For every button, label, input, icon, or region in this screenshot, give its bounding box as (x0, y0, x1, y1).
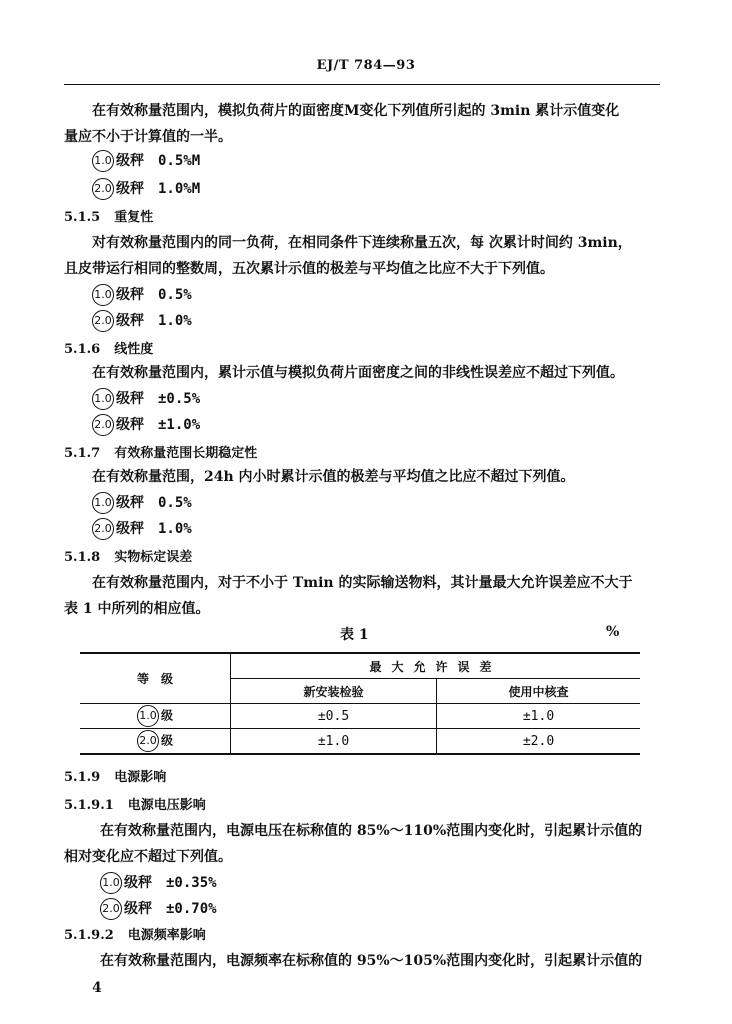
page-number: 4 (92, 980, 102, 996)
grade-line (92, 310, 192, 332)
section-number: 5.1.9 (64, 770, 101, 785)
sub-header-new-install: 新安装检验 (231, 679, 437, 704)
grade-line (92, 518, 192, 540)
para-2a: 对有效称量范围内的同一负荷，在相同条件下连续称量五次，每 次累计时间约 3min， (92, 235, 632, 251)
grade-circle: 2.0 (100, 898, 122, 920)
table-unit: % (606, 624, 620, 640)
grade-label: 级秤 (116, 287, 144, 303)
table-row (80, 729, 640, 755)
section-title: 线性度 (114, 342, 154, 357)
new-install-cell: ±1.0 (231, 729, 437, 755)
grade-label: 级秤 (116, 495, 144, 511)
grade-circle: 2.0 (137, 730, 159, 752)
section-number: 5.1.9.1 (64, 798, 114, 813)
grade-label: 级秤 (116, 417, 144, 433)
grade-line (100, 898, 217, 920)
section-title: 电源电压影响 (127, 798, 206, 813)
grade-value: 0.5% (158, 287, 192, 303)
section-number: 5.1.9.2 (64, 928, 114, 943)
grade-value: 0.5% (158, 495, 192, 511)
grade-cell (80, 704, 231, 729)
section-title: 电源频率影响 (127, 928, 206, 943)
page-header: EJ/T 784—93 (316, 58, 416, 73)
section-5-1-9 (64, 766, 166, 785)
grade-line (92, 178, 200, 200)
grade-suffix: 级 (160, 733, 173, 748)
grade-circle: 2.0 (92, 518, 114, 540)
grade-circle: 2.0 (92, 178, 114, 200)
para-1a: 在有效称量范围内，模拟负荷片的面密度M变化下列值所引起的 3min 累计示值变化 (92, 103, 620, 119)
para-6b: 相对变化应不超过下列值。 (64, 849, 232, 865)
grade-value: ±1.0% (158, 417, 201, 433)
grade-line (100, 872, 217, 894)
new-install-cell: ±0.5 (231, 704, 437, 729)
in-use-cell: ±2.0 (437, 729, 641, 755)
grade-label: 级秤 (116, 313, 144, 329)
grade-value: 1.0% (158, 521, 192, 537)
table-title: 表 1 (340, 627, 369, 643)
grade-line (92, 492, 192, 514)
para-5b: 表 1 中所列的相应值。 (64, 601, 210, 617)
grade-label: 级秤 (116, 391, 144, 407)
grade-circle: 1.0 (100, 872, 122, 894)
grade-value: ±0.70% (166, 901, 217, 917)
grade-value: 1.0%M (158, 181, 201, 197)
para-5a: 在有效称量范围内，对于不小于 Tmin 的实际输送物料，其计量最大允许误差应不大于 (92, 575, 633, 591)
grade-label: 级秤 (116, 521, 144, 537)
section-title: 实物标定误差 (114, 550, 193, 565)
grade-circle: 1.0 (92, 388, 114, 410)
grade-circle: 1.0 (92, 284, 114, 306)
grade-circle: 2.0 (92, 414, 114, 436)
section-5-1-6 (64, 338, 153, 357)
table-1 (80, 652, 640, 755)
section-number: 5.1.8 (64, 550, 101, 565)
para-1b: 量应不小于计算值的一半。 (64, 129, 232, 145)
col-grade-header: 等 级 (80, 653, 231, 704)
grade-circle: 2.0 (92, 310, 114, 332)
col-max-error-header: 最大允许误差 (231, 653, 641, 679)
grade-label: 级秤 (116, 153, 144, 169)
grade-circle: 1.0 (92, 492, 114, 514)
para-3: 在有效称量范围内，累计示值与模拟负荷片面密度之间的非线性误差应不超过下列值。 (92, 365, 624, 381)
in-use-cell: ±1.0 (437, 704, 641, 729)
section-5-1-7 (64, 442, 257, 461)
section-5-1-9-2 (64, 924, 206, 943)
header-rule (64, 84, 660, 85)
para-7: 在有效称量范围内，电源频率在标称值的 95%～105%范围内变化时，引起累计示值的 (100, 953, 643, 969)
grade-value: 1.0% (158, 313, 192, 329)
section-5-1-9-1 (64, 794, 206, 813)
grade-line (92, 414, 200, 436)
para-2b: 且皮带运行相同的整数周，五次累计示值的极差与平均值之比应不大于下列值。 (64, 261, 554, 277)
section-5-1-8 (64, 546, 192, 565)
grade-circle: 1.0 (92, 150, 114, 172)
table-row (80, 704, 640, 729)
section-5-1-5 (64, 206, 153, 225)
grade-circle: 1.0 (137, 705, 159, 727)
section-title: 重复性 (114, 210, 154, 225)
grade-value: ±0.5% (158, 391, 201, 407)
section-title: 电源影响 (114, 770, 167, 785)
sub-header-in-use: 使用中核查 (437, 679, 641, 704)
grade-line (92, 150, 200, 172)
grade-suffix: 级 (160, 708, 173, 723)
grade-label: 级秤 (124, 875, 152, 891)
section-number: 5.1.7 (64, 446, 101, 461)
section-number: 5.1.5 (64, 210, 101, 225)
grade-value: ±0.35% (166, 875, 217, 891)
grade-label: 级秤 (116, 181, 144, 197)
grade-line (92, 284, 192, 306)
section-title: 有效称量范围长期稳定性 (114, 446, 258, 461)
para-4: 在有效称量范围，24h 内小时累计示值的极差与平均值之比应不超过下列值。 (92, 469, 575, 485)
grade-value: 0.5%M (158, 153, 201, 169)
grade-label: 级秤 (124, 901, 152, 917)
para-6a: 在有效称量范围内，电源电压在标称值的 85%～110%范围内变化时，引起累计示值的 (100, 823, 643, 839)
grade-cell (80, 729, 231, 755)
section-number: 5.1.6 (64, 342, 101, 357)
grade-line (92, 388, 200, 410)
